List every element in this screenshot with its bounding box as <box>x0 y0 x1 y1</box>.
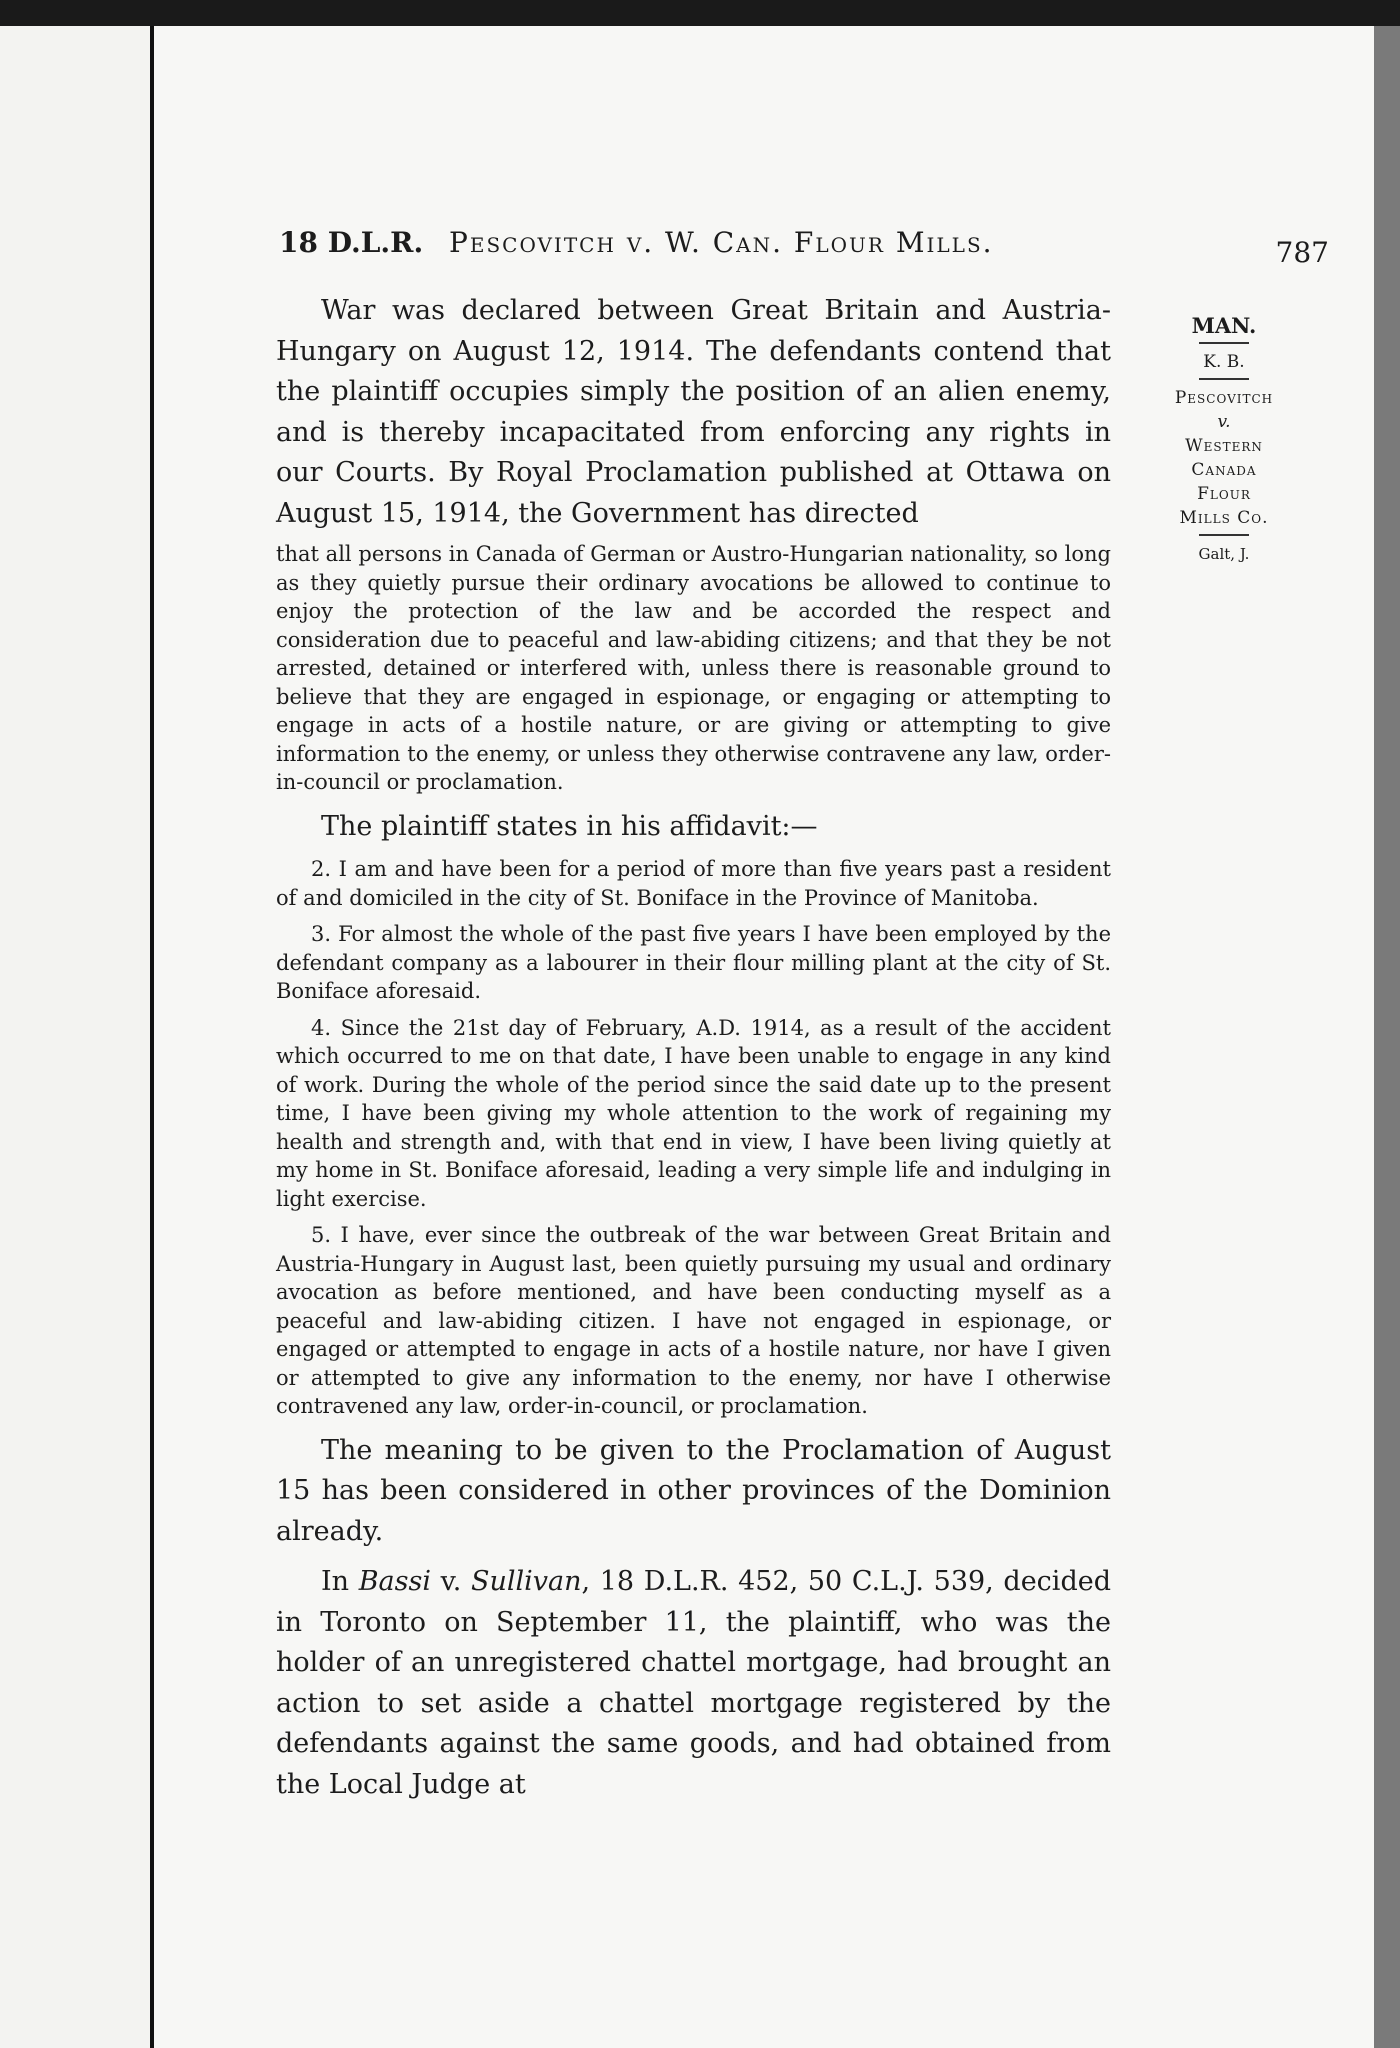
sidenote-judge: Galt, J. <box>1198 545 1250 563</box>
proclamation-quote: that all persons in Canada of German or Austro-Hungarian nationality, so long as they quietly pursue their ordinary avocations be allowed to continue to enjoy the protection of the law and be accorded the respect and consideration due to peaceful and law-abiding citizens; and that they be not arrested, detained or interfered with, unless there is reasonable ground to believe that they are engaged in espionage, or engaging or attempting to engage in acts of a hostile nature, or are giving or attempting to give information to the enemy, or unless they otherwise contravene any law, order-in-council or proclamation. <box>276 542 1111 794</box>
paragraph: War was declared between Great Britain and Austria-Hungary on August 12, 1914. The defendants contend that the plaintiff occupies simply the position of an alien enemy, and is thereby incapacitated from enforcing any rights in our Courts. By Royal Proclamation published at Ottawa on August 15, 1914, the Government has directed <box>276 295 1111 529</box>
scan-top-border <box>0 0 1400 26</box>
margin-sidenote <box>1154 314 1294 566</box>
page-number: 787 <box>1275 236 1329 269</box>
sidenote-rule <box>1199 378 1249 380</box>
sidenote-province: MAN. <box>1191 313 1257 338</box>
sidenote-party: v. <box>1217 412 1231 432</box>
text-run: v. <box>431 1566 471 1597</box>
facing-page-edge <box>0 26 150 2048</box>
sidenote-rule <box>1199 342 1249 344</box>
paragraph: The meaning to be given to the Proclamation of August 15 has been considered in other provinces of the Dominion already. <box>276 1434 1111 1547</box>
sidenote-court: K. B. <box>1203 352 1245 372</box>
sidenote-party: Flour <box>1197 484 1251 504</box>
sidenote-party: Canada <box>1191 460 1257 480</box>
reporter-citation: 18 D.L.R. <box>279 226 424 259</box>
affidavit-item: 2. I am and have been for a period of more than five years past a resident of and domiciled in the city of St. Boniface in the Province of Manitoba. <box>276 857 1111 910</box>
sidenote-party: Western <box>1185 436 1263 456</box>
paragraph: The plaintiff states in his affidavit:— <box>321 810 818 842</box>
sidenote-party: Mills Co. <box>1179 508 1269 528</box>
running-header <box>279 226 1329 276</box>
sidenote-rule <box>1199 534 1249 536</box>
law-report-page <box>154 26 1374 2048</box>
text-run: , 18 D.L.R. 452, 50 C.L.J. 539, decided in Toronto on September 11, the plaintiff, who was the holder of an unregistered chattel mortgage, had brought an action to set aside a chattel mortgage registered by the defendants against the same goods, and had obtained from the Local Judge at <box>276 1566 1111 1800</box>
case-name: Sullivan <box>470 1566 582 1597</box>
scan-right-border <box>1374 26 1400 2048</box>
case-title: Pescovitch v. W. Can. Flour Mills. <box>449 226 994 259</box>
paragraph <box>276 1562 1111 1805</box>
case-name: Bassi <box>358 1566 432 1597</box>
judgment-text <box>276 291 1111 1805</box>
text-run: In <box>321 1566 359 1597</box>
affidavit-item: 5. I have, ever since the outbreak of the war between Great Britain and Austria-Hungary in August last, been quietly pursuing my usual and ordinary avocation as before mentioned, and have been conducting myself as a peaceful and law-abiding citizen. I have not engaged in espionage, or engaged or attempted to engage in acts of a hostile nature, nor have I given or attempted to give any information to the enemy, nor have I otherwise contravened any law, order-in-council, or proclamation. <box>276 1223 1111 1418</box>
affidavit-item: 3. For almost the whole of the past five years I have been employed by the defendant company as a labourer in their flour milling plant at the city of St. Boniface aforesaid. <box>276 922 1111 1003</box>
affidavit-item: 4. Since the 21st day of February, A.D. 1914, as a result of the accident which occurred to me on that date, I have been unable to engage in any kind of work. During the whole of the period since the said date up to the present time, I have been giving my whole attention to the work of regaining my health and strength and, with that end in view, I have been living quietly at my home in St. Boniface aforesaid, leading a very simple life and indulging in light exercise. <box>276 1015 1111 1211</box>
sidenote-party: Pescovitch <box>1174 388 1274 408</box>
